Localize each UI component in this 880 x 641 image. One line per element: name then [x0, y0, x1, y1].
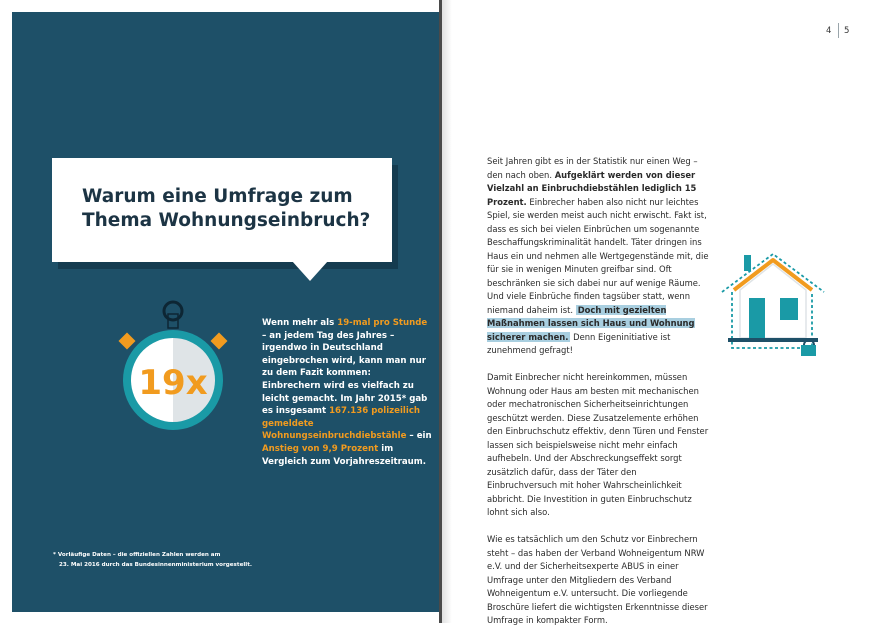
footnote: [53, 550, 383, 570]
body-p1-text-c: Einbrecher haben also nicht nur leichtes Spiel, sie werden meist auch nicht erwischt. Fakt ist, dass es sich bei vielen Einbrüchen um sogenannte Beschaffungskriminalität handelt. Täter dringen ins Haus ein und nehmen alle Wertgegenstände mit, die für sie in wenigen Minuten greifbar sind. Oft beschränken sie sich dabei nur auf wenige Räume. Und viele Einbrüche finden tagsüber statt, wenn niemand daheim ist.: [487, 196, 709, 315]
footnote-line-2: 23. Mai 2016 durch das Bundesinnenministerium vorgestellt.: [59, 562, 252, 568]
footnote-line-1: * Vorläufige Daten – die offiziellen Zahlen werden am: [53, 552, 221, 558]
speech-bubble-tail: [292, 261, 328, 281]
stat-highlight-frequency: 19-mal pro Stunde: [337, 318, 428, 328]
stat-highlight-count: 167.136 polizeilich gemeldete Wohnungseinbruchdiebstähle: [262, 406, 421, 442]
body-p1-bold: Aufgeklärt werden von dieser Vielzahl an Einbruchdiebstählen lediglich 15 Prozent.: [487, 169, 697, 207]
stat-text-2: – an jedem Tag des Jahres – irgendwo in Deutschland eingebrochen wird, kann man nur zu dem Fazit kommen: Einbrechern wird es vielfach zu leicht gemacht. Im Jahr 2015* gab es insgesamt: [262, 330, 428, 417]
stat-text-3: – ein: [406, 431, 432, 442]
page-number-divider: [838, 23, 839, 38]
stat-paragraph: [262, 317, 432, 468]
body-p1-text-e: Denn Eigeninitiative ist zunehmend gefragt!: [487, 331, 671, 355]
body-p1-text-a: Seit Jahren gibt es in der Statistik nur einen Weg – den nach oben.: [487, 156, 698, 180]
body-text-column: [487, 155, 709, 641]
stat-text-1: Wenn mehr als: [262, 318, 338, 328]
body-paragraph-3: Wie es tatsächlich um den Schutz vor Einbrechern steht – das haben der Verband Wohneigentum NRW e.V. und der Sicherheitsexperte ABUS in einer Umfrage unter den Mitgliedern des Verband Wohneigentum e.V. untersucht. Die vorliegende Broschüre liefert die wichtigsten Erkenntnisse dieser Umfrage in kompakter Form.: [487, 534, 708, 625]
body-paragraph-1: [487, 155, 709, 358]
page-number-left: 4: [826, 26, 832, 36]
stat-highlight-increase: Anstieg von 9,9 Prozent: [262, 443, 379, 454]
page-number-right: 5: [844, 26, 850, 36]
body-paragraph-2: Damit Einbrecher nicht hereinkommen, müssen Wohnung oder Haus am besten mit mechanischen oder mechatronischen Sicherheitseinrichtungen geschützt werden. Diese Zusatzelemente erhöhen den Einbruchschutz effektiv, denn Türen und Fenster lassen sich beispielsweise nicht mehr einfach aufhebeln. Und der Abschreckungseffekt sorgt zusätzlich dafür, dass der Täter den Einbruchversuch mit hoher Wahrscheinlichkeit abbricht. Die Investition in guten Einbruchschutz lohnt sich also.: [487, 372, 709, 517]
gutter-shadow: [442, 0, 452, 623]
page-numbers: [822, 23, 858, 39]
page-title: Warum eine Umfrage zum Thema Wohnungseinbruch?: [82, 186, 371, 231]
stopwatch-icon: [118, 300, 228, 432]
stopwatch-label: 19x: [138, 363, 208, 403]
house-lock-icon: [718, 250, 828, 360]
body-highlight-box: Doch mit gezielten Maßnahmen lassen sich Haus und Wohnung sicherer machen.: [487, 304, 695, 342]
stat-text-4: im Vergleich zum Vorjahreszeitraum.: [262, 443, 427, 467]
title-speech-bubble: [52, 158, 392, 262]
